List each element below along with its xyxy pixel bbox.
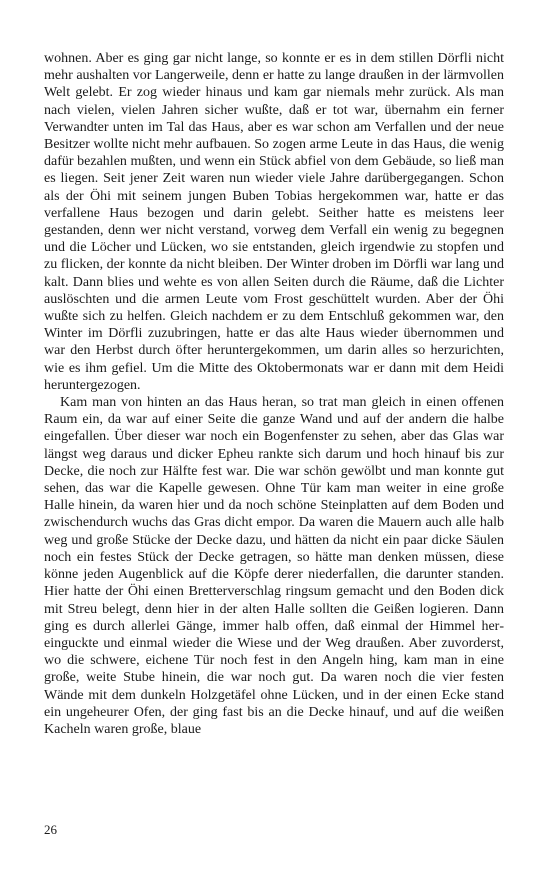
paragraph-1: wohnen. Aber es ging gar nicht lange, so konnte er es in dem stillen Dörfli nicht mehr aushalten vor Langerweile, denn er hatte zu lange draußen in der lärmvollen Welt gelebt. Er zog wieder hinaus und kam gar niemals mehr zurück. Als man nach vielen, vielen Jahren sicher wußte, daß er tot war, übernahm ein ferner Verwandter unten im Tal das Haus, aber es war schon am Verfallen und der neue Besitzer wollte nicht mehr aufbauen. So zogen arme Leute in das Haus, die wenig dafür bezahlen mußten, und wenn ein Stück abfiel von dem Gebäude, so ließ man es liegen. Seit jener Zeit waren nun wieder viele Jahre darübergegangen. Schon als der Öhi mit seinem jungen Buben Tobias hergekommen war, hatte er das verfallene Haus bezogen und darin gelebt. Seither hatte es meistens leer gestanden, denn wer nicht verstand, vorweg dem Verfall ein wenig zu begegnen und die Löcher und Lücken, wo sie entstanden, gleich irgendwie zu stopfen und zu flicken, der konnte da nicht bleiben. Der Winter droben im Dörfli war lang und kalt. Dann blies und wehte es von allen Seiten durch die Räume, daß die Lichter auslöschten und die armen Leute vom Frost geschüttelt wurden. Aber der Öhi wußte sich zu helfen. Gleich nachdem er zu dem Entschluß gekommen war, den Winter im Dörfli zuzubringen, hatte er das alte Haus wieder übernommen und war den Herbst durch öfter heruntergekommen, um darin alles so herzurichten, wie es ihm gefiel. Um die Mitte des Oktobermonats war er dann mit dem Heidi heruntergezogen.	[44, 51, 504, 393]
page-body	[44, 50, 504, 738]
page-number: 26	[44, 822, 57, 837]
paragraph-2: Kam man von hinten an das Haus heran, so trat man gleich in einen offenen Raum ein, da war auf einer Seite die ganze Wand und auf der andern die halbe eingefallen. Über dieser war noch ein Bogenfenster zu sehen, aber das Glas war längst weg daraus und dicker Epheu rankte sich darum und hoch hinauf bis zur Decke, die noch zur Hälfte fest war. Die war schön gewölbt und man konnte gut sehen, das war die Kapelle gewesen. Ohne Tür kam man weiter in eine große Halle hinein, da waren hier und da noch schöne Steinplatten auf dem Boden und zwischendurch wuchs das Gras dicht empor. Da waren die Mauern auch alle halb weg und große Stücke der Decke dazu, und hätten da nicht ein paar dicke Säulen noch ein festes Stück der Decke getragen, so hätte man denken müssen, diese könne jeden Augenblick auf die Köpfe derer niederfallen, die darunter standen. Hier hatte der Öhi einen Bretterverschlag ringsum gemacht und den Boden dick mit Streu belegt, denn hier in der alten Halle sollten die Geißen logieren. Dann ging es durch allerlei Gänge, immer halb offen, daß einmal der Himmel hereinguckte und einmal wieder die Wiese und der Weg draußen. Aber zuvorderst, wo die schwere, eichene Tür noch fest in den Angeln hing, kam man in eine große, weite Stube hinein, die war noch gut. Da waren noch die vier festen Wände mit dem dunkeln Holzgetäfel ohne Lücken, und in der einen Ecke stand ein ungeheurer Ofen, der ging fast bis an die Decke hinauf, und auf die weißen Kacheln waren große, blaue	[44, 395, 504, 737]
